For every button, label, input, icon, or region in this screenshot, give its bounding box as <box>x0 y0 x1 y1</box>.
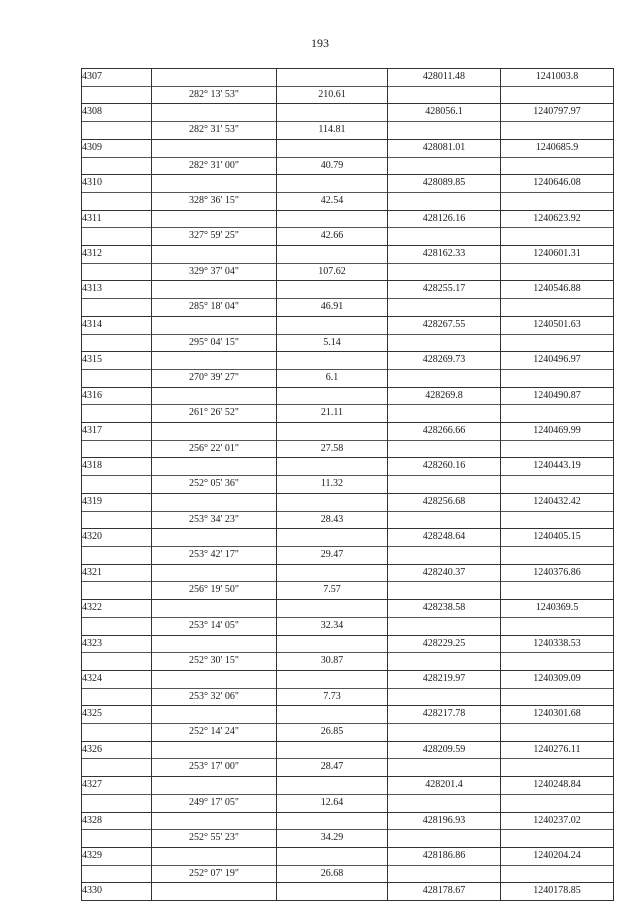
segment-row <box>82 263 614 281</box>
distance-cell-empty <box>277 69 388 87</box>
bearing-cell-empty <box>152 493 277 511</box>
station-cell-empty <box>82 759 152 777</box>
northing-cell: 428229.25 <box>388 635 501 653</box>
distance-cell: 21.11 <box>277 405 388 423</box>
segment-row <box>82 228 614 246</box>
station-cell: 4324 <box>82 670 152 688</box>
bearing-cell-empty <box>152 883 277 901</box>
distance-cell-empty <box>277 387 388 405</box>
station-cell: 4321 <box>82 564 152 582</box>
easting-cell: 1240546.88 <box>501 281 614 299</box>
station-cell: 4316 <box>82 387 152 405</box>
easting-cell: 1240443.19 <box>501 458 614 476</box>
segment-row <box>82 299 614 317</box>
segment-row <box>82 582 614 600</box>
bearing-cell: 329° 37' 04" <box>152 263 277 281</box>
distance-cell: 46.91 <box>277 299 388 317</box>
easting-cell-empty <box>501 617 614 635</box>
bearing-cell: 249° 17' 05" <box>152 794 277 812</box>
station-cell-empty <box>82 794 152 812</box>
station-cell: 4315 <box>82 352 152 370</box>
distance-cell-empty <box>277 316 388 334</box>
segment-row <box>82 192 614 210</box>
easting-cell: 1240248.84 <box>501 777 614 795</box>
distance-cell-empty <box>277 529 388 547</box>
bearing-cell: 252° 14' 24" <box>152 724 277 742</box>
station-row <box>82 529 614 547</box>
bearing-cell-empty <box>152 635 277 653</box>
distance-cell-empty <box>277 175 388 193</box>
distance-cell-empty <box>277 493 388 511</box>
segment-row <box>82 157 614 175</box>
station-cell: 4327 <box>82 777 152 795</box>
station-cell-empty <box>82 299 152 317</box>
northing-cell: 428126.16 <box>388 210 501 228</box>
northing-cell-empty <box>388 511 501 529</box>
northing-cell: 428238.58 <box>388 600 501 618</box>
segment-row <box>82 653 614 671</box>
station-row <box>82 246 614 264</box>
distance-cell-empty <box>277 812 388 830</box>
bearing-cell: 285° 18' 04" <box>152 299 277 317</box>
easting-cell-empty <box>501 334 614 352</box>
distance-cell-empty <box>277 104 388 122</box>
distance-cell-empty <box>277 883 388 901</box>
bearing-cell: 327° 59' 25" <box>152 228 277 246</box>
segment-row <box>82 369 614 387</box>
bearing-cell-empty <box>152 69 277 87</box>
northing-cell-empty <box>388 263 501 281</box>
easting-cell: 1240490.87 <box>501 387 614 405</box>
distance-cell-empty <box>277 741 388 759</box>
station-cell: 4314 <box>82 316 152 334</box>
easting-cell: 1240797.97 <box>501 104 614 122</box>
bearing-cell: 252° 05' 36" <box>152 476 277 494</box>
distance-cell: 40.79 <box>277 157 388 175</box>
easting-cell-empty <box>501 299 614 317</box>
easting-cell-empty <box>501 830 614 848</box>
northing-cell: 428248.64 <box>388 529 501 547</box>
easting-cell-empty <box>501 157 614 175</box>
northing-cell-empty <box>388 369 501 387</box>
easting-cell: 1240309.09 <box>501 670 614 688</box>
station-cell-empty <box>82 369 152 387</box>
segment-row <box>82 617 614 635</box>
northing-cell-empty <box>388 228 501 246</box>
bearing-cell: 256° 22' 01" <box>152 440 277 458</box>
northing-cell: 428219.97 <box>388 670 501 688</box>
segment-row <box>82 865 614 883</box>
station-row <box>82 316 614 334</box>
segment-row <box>82 86 614 104</box>
northing-cell: 428217.78 <box>388 706 501 724</box>
station-row <box>82 777 614 795</box>
bearing-cell: 253° 34' 23" <box>152 511 277 529</box>
northing-cell-empty <box>388 865 501 883</box>
station-row <box>82 175 614 193</box>
distance-cell: 107.62 <box>277 263 388 281</box>
station-cell-empty <box>82 86 152 104</box>
northing-cell-empty <box>388 157 501 175</box>
easting-cell-empty <box>501 405 614 423</box>
northing-cell: 428162.33 <box>388 246 501 264</box>
northing-cell: 428081.01 <box>388 139 501 157</box>
station-cell: 4307 <box>82 69 152 87</box>
station-cell-empty <box>82 334 152 352</box>
northing-cell-empty <box>388 582 501 600</box>
station-row <box>82 564 614 582</box>
station-row <box>82 139 614 157</box>
segment-row <box>82 724 614 742</box>
northing-cell-empty <box>388 688 501 706</box>
northing-cell: 428011.48 <box>388 69 501 87</box>
northing-cell: 428266.66 <box>388 423 501 441</box>
station-row <box>82 104 614 122</box>
easting-cell-empty <box>501 440 614 458</box>
easting-cell-empty <box>501 228 614 246</box>
easting-cell: 1240646.08 <box>501 175 614 193</box>
segment-row <box>82 122 614 140</box>
bearing-cell: 282° 31' 00" <box>152 157 277 175</box>
bearing-cell-empty <box>152 210 277 228</box>
distance-cell: 32.34 <box>277 617 388 635</box>
distance-cell: 27.58 <box>277 440 388 458</box>
station-cell: 4311 <box>82 210 152 228</box>
distance-cell: 26.85 <box>277 724 388 742</box>
easting-cell-empty <box>501 86 614 104</box>
easting-cell-empty <box>501 263 614 281</box>
northing-cell: 428269.8 <box>388 387 501 405</box>
station-cell: 4310 <box>82 175 152 193</box>
station-row <box>82 69 614 87</box>
station-cell-empty <box>82 653 152 671</box>
segment-row <box>82 759 614 777</box>
easting-cell: 1240685.9 <box>501 139 614 157</box>
station-cell-empty <box>82 405 152 423</box>
northing-cell: 428260.16 <box>388 458 501 476</box>
bearing-cell-empty <box>152 458 277 476</box>
bearing-cell-empty <box>152 706 277 724</box>
northing-cell-empty <box>388 86 501 104</box>
station-row <box>82 847 614 865</box>
station-cell: 4308 <box>82 104 152 122</box>
distance-cell: 30.87 <box>277 653 388 671</box>
station-row <box>82 423 614 441</box>
northing-cell-empty <box>388 617 501 635</box>
northing-cell-empty <box>388 830 501 848</box>
bearing-cell: 253° 32' 06" <box>152 688 277 706</box>
easting-cell: 1240601.31 <box>501 246 614 264</box>
easting-cell-empty <box>501 192 614 210</box>
station-cell: 4313 <box>82 281 152 299</box>
bearing-cell-empty <box>152 600 277 618</box>
northing-cell: 428186.86 <box>388 847 501 865</box>
easting-cell-empty <box>501 759 614 777</box>
easting-cell: 1241003.8 <box>501 69 614 87</box>
station-cell-empty <box>82 830 152 848</box>
bearing-cell: 253° 14' 05" <box>152 617 277 635</box>
bearing-cell-empty <box>152 281 277 299</box>
easting-cell: 1240369.5 <box>501 600 614 618</box>
bearing-cell-empty <box>152 670 277 688</box>
station-cell: 4328 <box>82 812 152 830</box>
station-row <box>82 458 614 476</box>
distance-cell: 7.57 <box>277 582 388 600</box>
station-cell-empty <box>82 688 152 706</box>
northing-cell-empty <box>388 334 501 352</box>
northing-cell: 428267.55 <box>388 316 501 334</box>
bearing-cell-empty <box>152 777 277 795</box>
distance-cell: 29.47 <box>277 546 388 564</box>
segment-row <box>82 476 614 494</box>
bearing-cell: 282° 13' 53" <box>152 86 277 104</box>
distance-cell-empty <box>277 210 388 228</box>
easting-cell-empty <box>501 688 614 706</box>
distance-cell: 11.32 <box>277 476 388 494</box>
easting-cell: 1240496.97 <box>501 352 614 370</box>
station-row <box>82 706 614 724</box>
station-row <box>82 600 614 618</box>
distance-cell: 6.1 <box>277 369 388 387</box>
northing-cell-empty <box>388 759 501 777</box>
station-cell-empty <box>82 511 152 529</box>
segment-row <box>82 334 614 352</box>
segment-row <box>82 830 614 848</box>
easting-cell: 1240405.15 <box>501 529 614 547</box>
station-cell-empty <box>82 582 152 600</box>
station-cell-empty <box>82 192 152 210</box>
northing-cell-empty <box>388 122 501 140</box>
station-cell: 4309 <box>82 139 152 157</box>
station-cell: 4320 <box>82 529 152 547</box>
station-cell-empty <box>82 263 152 281</box>
bearing-cell: 253° 42' 17" <box>152 546 277 564</box>
distance-cell: 42.54 <box>277 192 388 210</box>
bearing-cell-empty <box>152 564 277 582</box>
page-number: 193 <box>311 36 329 50</box>
segment-row <box>82 440 614 458</box>
easting-cell-empty <box>501 369 614 387</box>
station-cell-empty <box>82 440 152 458</box>
segment-row <box>82 511 614 529</box>
distance-cell-empty <box>277 352 388 370</box>
station-row <box>82 493 614 511</box>
northing-cell: 428196.93 <box>388 812 501 830</box>
station-row <box>82 741 614 759</box>
station-cell: 4319 <box>82 493 152 511</box>
station-row <box>82 883 614 901</box>
bearing-cell-empty <box>152 316 277 334</box>
northing-cell-empty <box>388 476 501 494</box>
distance-cell-empty <box>277 423 388 441</box>
station-cell-empty <box>82 617 152 635</box>
northing-cell: 428178.67 <box>388 883 501 901</box>
bearing-cell-empty <box>152 352 277 370</box>
bearing-cell-empty <box>152 741 277 759</box>
bearing-cell: 252° 07' 19" <box>152 865 277 883</box>
easting-cell-empty <box>501 511 614 529</box>
station-row <box>82 812 614 830</box>
northing-cell: 428201.4 <box>388 777 501 795</box>
station-cell-empty <box>82 122 152 140</box>
bearing-cell: 253° 17' 00" <box>152 759 277 777</box>
bearing-cell: 252° 55' 23" <box>152 830 277 848</box>
easting-cell: 1240623.92 <box>501 210 614 228</box>
station-cell-empty <box>82 228 152 246</box>
easting-cell-empty <box>501 546 614 564</box>
bearing-cell-empty <box>152 529 277 547</box>
station-row <box>82 281 614 299</box>
bearing-cell: 252° 30' 15" <box>152 653 277 671</box>
station-cell: 4325 <box>82 706 152 724</box>
segment-row <box>82 794 614 812</box>
distance-cell: 114.81 <box>277 122 388 140</box>
distance-cell-empty <box>277 635 388 653</box>
survey-table-body <box>82 69 614 901</box>
northing-cell-empty <box>388 405 501 423</box>
bearing-cell: 270° 39' 27" <box>152 369 277 387</box>
station-cell: 4329 <box>82 847 152 865</box>
station-cell: 4330 <box>82 883 152 901</box>
northing-cell: 428269.73 <box>388 352 501 370</box>
station-cell-empty <box>82 546 152 564</box>
distance-cell: 28.47 <box>277 759 388 777</box>
northing-cell-empty <box>388 653 501 671</box>
station-cell: 4318 <box>82 458 152 476</box>
easting-cell-empty <box>501 865 614 883</box>
northing-cell: 428256.68 <box>388 493 501 511</box>
northing-cell: 428255.17 <box>388 281 501 299</box>
easting-cell: 1240501.63 <box>501 316 614 334</box>
station-cell: 4323 <box>82 635 152 653</box>
distance-cell: 7.73 <box>277 688 388 706</box>
distance-cell-empty <box>277 777 388 795</box>
bearing-cell-empty <box>152 139 277 157</box>
distance-cell-empty <box>277 847 388 865</box>
distance-cell-empty <box>277 706 388 724</box>
station-cell-empty <box>82 865 152 883</box>
easting-cell-empty <box>501 476 614 494</box>
bearing-cell: 261° 26' 52" <box>152 405 277 423</box>
segment-row <box>82 546 614 564</box>
northing-cell-empty <box>388 192 501 210</box>
distance-cell: 26.68 <box>277 865 388 883</box>
easting-cell-empty <box>501 794 614 812</box>
distance-cell: 12.64 <box>277 794 388 812</box>
easting-cell-empty <box>501 653 614 671</box>
easting-cell: 1240469.99 <box>501 423 614 441</box>
station-row <box>82 210 614 228</box>
easting-cell: 1240301.68 <box>501 706 614 724</box>
northing-cell-empty <box>388 440 501 458</box>
distance-cell-empty <box>277 670 388 688</box>
station-row <box>82 352 614 370</box>
station-cell: 4326 <box>82 741 152 759</box>
easting-cell: 1240204.24 <box>501 847 614 865</box>
northing-cell: 428089.85 <box>388 175 501 193</box>
bearing-cell-empty <box>152 423 277 441</box>
distance-cell: 34.29 <box>277 830 388 848</box>
easting-cell: 1240237.02 <box>501 812 614 830</box>
easting-cell: 1240432.42 <box>501 493 614 511</box>
northing-cell: 428240.37 <box>388 564 501 582</box>
easting-cell-empty <box>501 724 614 742</box>
distance-cell-empty <box>277 600 388 618</box>
station-row <box>82 635 614 653</box>
easting-cell-empty <box>501 122 614 140</box>
segment-row <box>82 405 614 423</box>
distance-cell-empty <box>277 281 388 299</box>
easting-cell: 1240178.85 <box>501 883 614 901</box>
bearing-cell-empty <box>152 175 277 193</box>
bearing-cell-empty <box>152 387 277 405</box>
station-cell-empty <box>82 724 152 742</box>
bearing-cell-empty <box>152 847 277 865</box>
distance-cell-empty <box>277 246 388 264</box>
bearing-cell: 295° 04' 15" <box>152 334 277 352</box>
northing-cell-empty <box>388 546 501 564</box>
distance-cell-empty <box>277 139 388 157</box>
bearing-cell-empty <box>152 104 277 122</box>
easting-cell-empty <box>501 582 614 600</box>
bearing-cell: 282° 31' 53" <box>152 122 277 140</box>
station-cell-empty <box>82 157 152 175</box>
segment-row <box>82 688 614 706</box>
northing-cell-empty <box>388 794 501 812</box>
distance-cell: 5.14 <box>277 334 388 352</box>
distance-cell-empty <box>277 458 388 476</box>
station-cell: 4317 <box>82 423 152 441</box>
bearing-cell: 328° 36' 15" <box>152 192 277 210</box>
station-cell: 4312 <box>82 246 152 264</box>
easting-cell: 1240276.11 <box>501 741 614 759</box>
bearing-cell-empty <box>152 246 277 264</box>
station-row <box>82 670 614 688</box>
distance-cell-empty <box>277 564 388 582</box>
station-cell: 4322 <box>82 600 152 618</box>
easting-cell: 1240376.86 <box>501 564 614 582</box>
bearing-cell: 256° 19' 50" <box>152 582 277 600</box>
distance-cell: 210.61 <box>277 86 388 104</box>
northing-cell: 428209.59 <box>388 741 501 759</box>
distance-cell: 28.43 <box>277 511 388 529</box>
station-cell-empty <box>82 476 152 494</box>
easting-cell: 1240338.53 <box>501 635 614 653</box>
bearing-cell-empty <box>152 812 277 830</box>
northing-cell-empty <box>388 724 501 742</box>
station-row <box>82 387 614 405</box>
northing-cell-empty <box>388 299 501 317</box>
survey-table <box>81 68 614 901</box>
northing-cell: 428056.1 <box>388 104 501 122</box>
distance-cell: 42.66 <box>277 228 388 246</box>
